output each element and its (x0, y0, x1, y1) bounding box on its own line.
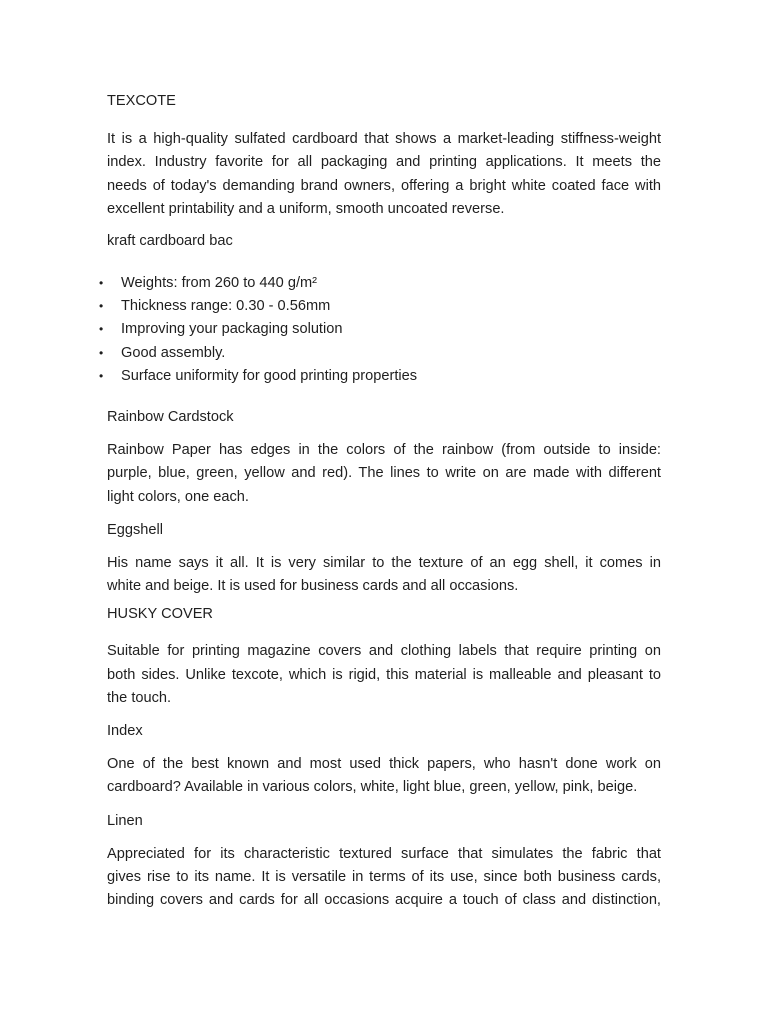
list-item-text: Good assembly. (121, 345, 226, 361)
heading-eggshell: Eggshell (107, 522, 163, 538)
bullet-icon: • (99, 346, 104, 360)
rainbow-line: Rainbow Paper has edges in the colors of the rainbow (from outside to inside: (107, 442, 661, 458)
bullet-icon: • (99, 322, 104, 336)
texcote-line: index. Industry favorite for all packaging and printing applications. It meets the (107, 154, 661, 170)
bullet-icon: • (99, 276, 104, 290)
linen-line: binding covers and cards for all occasions acquire a touch of class and distinction, (107, 892, 661, 908)
heading-rainbow-cardstock: Rainbow Cardstock (107, 409, 234, 425)
index-line: One of the best known and most used thick papers, who hasn't done work on (107, 756, 661, 772)
rainbow-line: purple, blue, green, yellow and red). The lines to write on are made with different (107, 465, 661, 481)
list-item-text: Improving your packaging solution (121, 321, 343, 337)
bullet-icon: • (99, 299, 104, 313)
texcote-line: needs of today's demanding brand owners, offering a bright white coated face with (107, 178, 661, 194)
index-line: cardboard? Available in various colors, white, light blue, green, yellow, pink, beige. (107, 779, 638, 795)
rainbow-line: light colors, one each. (107, 489, 249, 505)
husky-line: both sides. Unlike texcote, which is rigid, this material is malleable and pleasant to (107, 667, 661, 683)
heading-linen: Linen (107, 813, 143, 829)
eggshell-line: white and beige. It is used for business cards and all occasions. (107, 578, 519, 594)
list-item-text: Surface uniformity for good printing properties (121, 368, 418, 384)
husky-line: the touch. (107, 690, 172, 706)
heading-kraft: kraft cardboard bac (107, 233, 233, 249)
husky-line: Suitable for printing magazine covers and clothing labels that require printing on (107, 643, 661, 659)
texcote-line: excellent printability and a uniform, smooth uncoated reverse. (107, 201, 505, 217)
linen-line: gives rise to its name. It is versatile in terms of its use, since both business cards, (107, 869, 661, 885)
bullet-icon: • (99, 369, 104, 383)
eggshell-line: His name says it all. It is very similar to the texture of an egg shell, it comes in (107, 555, 661, 571)
list-item-text: Weights: from 260 to 440 g/m² (121, 275, 318, 291)
heading-husky-cover: HUSKY COVER (107, 606, 213, 622)
texcote-line: It is a high-quality sulfated cardboard that shows a market-leading stiffness-weight (107, 131, 661, 147)
linen-line: Appreciated for its characteristic textured surface that simulates the fabric that (107, 846, 661, 862)
list-item-text: Thickness range: 0.30 - 0.56mm (121, 298, 331, 314)
heading-index: Index (107, 723, 143, 739)
heading-texcote: TEXCOTE (107, 93, 176, 109)
